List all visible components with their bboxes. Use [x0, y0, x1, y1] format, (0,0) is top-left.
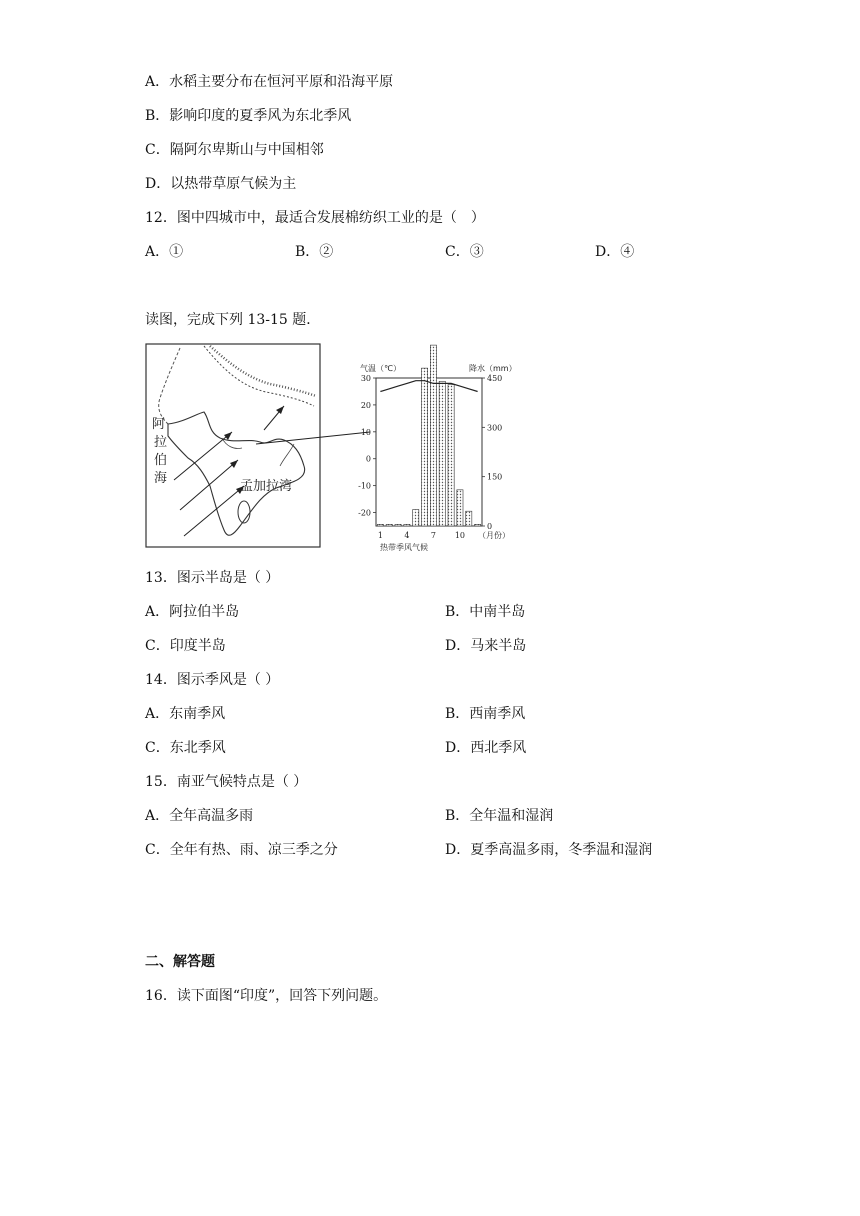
q14-option-d: D．西北季风	[445, 740, 527, 756]
q13-option-c: C．印度半岛	[145, 638, 226, 654]
q15-option-a: A．全年高温多雨	[145, 808, 254, 824]
precip-bar-1	[377, 524, 383, 526]
label-bay-of-bengal: 孟加拉湾	[240, 479, 293, 494]
q13-stem: 13．图示半岛是（ ）	[145, 570, 280, 586]
month-tick-label: 10	[454, 531, 466, 540]
figure-svg	[144, 340, 516, 555]
q11-option-b: B．影响印度的夏季风为东北季风	[145, 108, 352, 124]
temp-tick-label: -20	[358, 508, 371, 518]
q12-option-a: A．①	[145, 244, 184, 260]
precip-bar-12	[474, 524, 480, 526]
precip-bar-7	[430, 345, 436, 526]
q16-stem: 16．读下面图“印度”，回答下列问题。	[145, 988, 388, 1004]
month-tick-label: 7	[430, 531, 436, 540]
q11-option-d: D．以热带草原气候为主	[145, 176, 297, 192]
month-tick-label: 4	[404, 531, 410, 540]
q13-option-b: B．中南半岛	[445, 604, 526, 620]
month-tick-label: （月份）	[478, 531, 510, 540]
q12-option-b: B．②	[295, 244, 334, 260]
figure-india-map-climate	[144, 340, 516, 555]
q14-stem: 14．图示季风是（ ）	[145, 672, 280, 688]
temp-tick-label: 20	[360, 400, 371, 410]
q15-stem: 15．南亚气候特点是（ ）	[145, 774, 308, 790]
q12-option-d: D．④	[595, 244, 635, 260]
temp-axis-label: 气温（℃）	[360, 364, 401, 373]
q14-option-b: B．西南季风	[445, 706, 526, 722]
precip-bar-3	[395, 524, 401, 526]
temp-tick-label: 30	[360, 374, 371, 383]
q15-option-b: B．全年温和湿润	[445, 808, 554, 824]
temp-tick-label: -10	[358, 481, 371, 491]
month-tick-label: 1	[377, 531, 383, 540]
q15-option-c: C．全年有热、雨、凉三季之分	[145, 842, 338, 858]
precip-bar-5	[413, 510, 419, 526]
map-frame	[146, 344, 320, 547]
temp-tick-label: 10	[360, 427, 371, 437]
precip-bar-11	[466, 511, 472, 526]
q14-option-c: C．东北季风	[145, 740, 226, 756]
q12-stem: 12．图中四城市中，最适合发展棉纺织工业的是（ ）	[145, 210, 485, 226]
chart-plot-frame	[376, 378, 482, 526]
q12-option-c: C．③	[445, 244, 484, 260]
q13-option-d: D．马来半岛	[445, 638, 527, 654]
label-arabian-sea-2: 拉	[154, 435, 168, 450]
q11-option-c: C．隔阿尔卑斯山与中国相邻	[145, 142, 324, 158]
precip-tick-label: 0	[487, 522, 493, 531]
q15-option-d: D．夏季高温多雨，冬季温和湿润	[445, 842, 653, 858]
intro-13-15: 读图，完成下列 13-15 题．	[145, 312, 321, 328]
precip-tick-label: 450	[487, 374, 503, 383]
precip-tick-label: 300	[487, 423, 503, 433]
precip-bar-9	[448, 385, 454, 526]
precip-axis-label: 降水（mm）	[469, 364, 516, 373]
precip-tick-label: 150	[487, 472, 503, 482]
climate-chart	[358, 345, 516, 552]
label-arabian-sea-4: 海	[154, 471, 168, 486]
precip-bar-4	[404, 524, 410, 526]
q13-option-a: A．阿拉伯半岛	[145, 604, 240, 620]
precip-bar-6	[421, 368, 427, 526]
precip-bar-2	[386, 524, 392, 526]
precip-bar-10	[457, 490, 463, 526]
section2-heading: 二、解答题	[145, 954, 215, 970]
temp-tick-label: 0	[365, 454, 371, 464]
precip-bar-8	[439, 381, 445, 526]
chart-caption: 热带季风气候	[380, 543, 428, 552]
label-arabian-sea-3: 伯	[154, 453, 168, 468]
label-arabian-sea-1: 阿	[152, 417, 166, 432]
q11-option-a: A．水稻主要分布在恒河平原和沿海平原	[145, 74, 394, 90]
q14-option-a: A．东南季风	[145, 706, 226, 722]
